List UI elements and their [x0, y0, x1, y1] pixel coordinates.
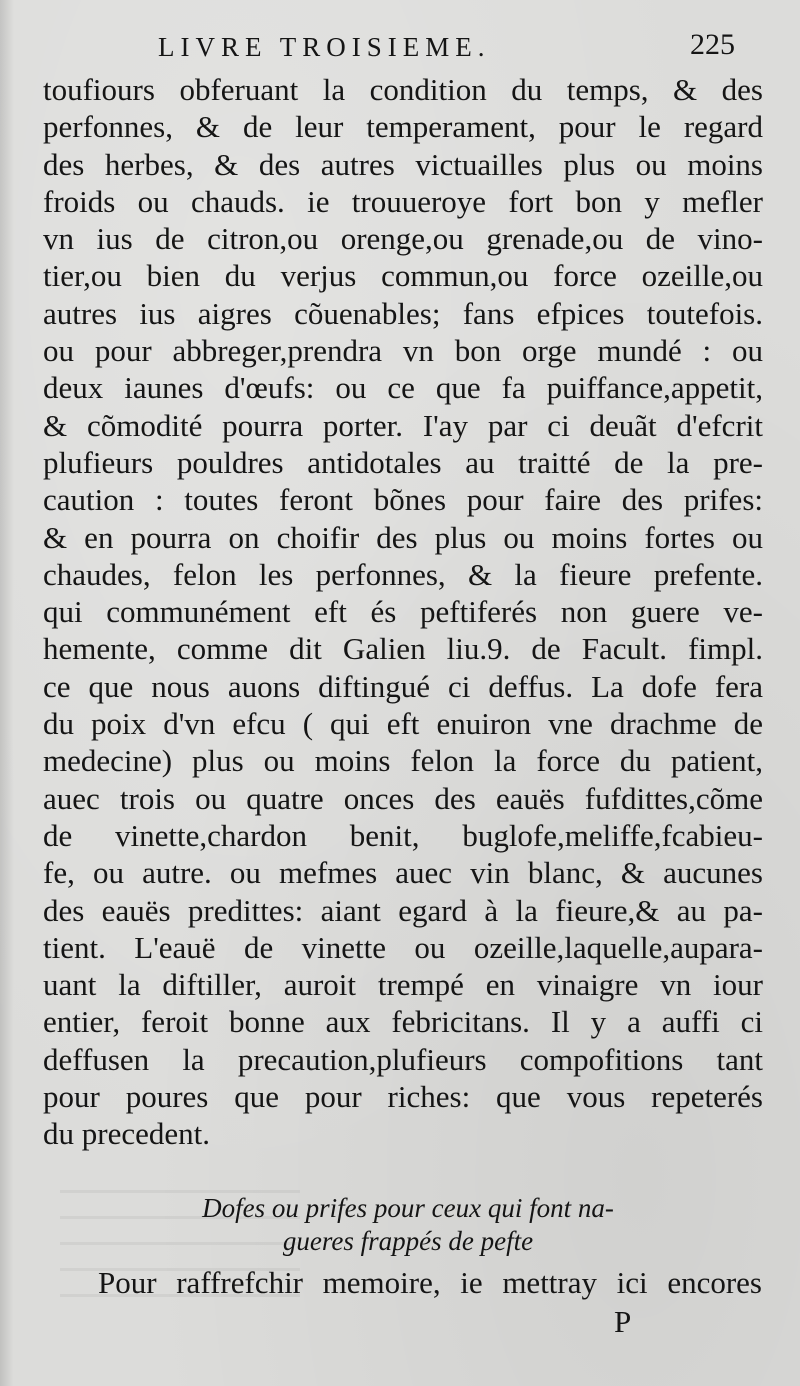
- body-text: [43, 71, 763, 1153]
- text-line: entier, feroit bonne aux febricitans. Il y a auffi ci: [43, 1004, 763, 1040]
- section-subheading: [88, 1192, 728, 1258]
- text-line: ou pour abbreger,prendra vn bon orge mundé : ou: [43, 333, 763, 369]
- text-line: & cõmodité pourra porter. I'ay par ci deuãt d'efcrit: [43, 407, 763, 443]
- text-line: hemente, comme dit Galien liu.9. de Facult. fimpl.: [43, 631, 763, 667]
- text-line: plufieurs pouldres antidotales au traitté de la pre-: [43, 444, 763, 480]
- spine-shadow: [0, 0, 14, 1386]
- text-line: tier,ou bien du verjus commun,ou force ozeille,ou: [43, 258, 763, 294]
- text-line: caution : toutes feront bõnes pour faire des prifes:: [43, 482, 763, 518]
- running-title: LIVRE TROISIEME.: [158, 32, 491, 62]
- text-line: auec trois ou quatre onces des eauës fufdittes,cõme: [43, 780, 763, 816]
- text-line: chaudes, felon les perfonnes, & la fieure prefente.: [43, 556, 763, 592]
- page-number: 225: [690, 28, 735, 61]
- text-line: uant la diftiller, auroit trempé en vinaigre vn iour: [43, 967, 763, 1003]
- final-paragraph: [98, 1264, 762, 1302]
- running-head: [0, 28, 800, 68]
- text-line: tient. L'eauë de vinette ou ozeille,laquelle,aupara-: [43, 929, 763, 965]
- text-line: pour poures que pour riches: que vous repeterés: [43, 1079, 763, 1115]
- text-line: de vinette,chardon benit, buglofe,meliffe,fcabieu-: [43, 817, 763, 853]
- text-line: du poix d'vn efcu ( qui eft enuiron vne drachme de: [43, 706, 763, 742]
- text-line: autres ius aigres cõuenables; fans efpices toutefois.: [43, 295, 763, 331]
- text-line: toufiours obferuant la condition du temps, & des: [43, 72, 763, 107]
- text-line: qui communément eft és peftiferés non guere ve-: [43, 594, 763, 630]
- subheading-line: Dofes ou prifes pour ceux qui font na-: [202, 1193, 614, 1223]
- text-line: vn ius de citron,ou orenge,ou grenade,ou de vino-: [43, 221, 763, 257]
- text-line: Pour raffrefchir memoire, ie mettray ici encores: [98, 1265, 762, 1300]
- text-line: des eauës predittes: aiant egard à la fieure,& au pa-: [43, 892, 763, 928]
- signature-mark: P: [614, 1304, 632, 1339]
- text-line: & en pourra on choifir des plus ou moins fortes ou: [43, 519, 763, 555]
- text-line: medecine) plus ou moins felon la force du patient,: [43, 743, 763, 779]
- text-line: ce que nous auons diftingué ci deffus. La dofe fera: [43, 668, 763, 704]
- text-line: deffusen la precaution,plufieurs compofitions tant: [43, 1041, 763, 1077]
- text-line: deux iaunes d'œufs: ou ce que fa puiffance,appetit,: [43, 370, 763, 406]
- subheading-line: gueres frappés de pefte: [282, 1226, 534, 1256]
- text-line: froids ou chauds. ie trouueroye fort bon y mefler: [43, 183, 763, 219]
- text-line: perfonnes, & de leur temperament, pour le regard: [43, 109, 763, 145]
- text-line: fe, ou autre. ou mefmes auec vin blanc, & aucunes: [43, 855, 763, 891]
- text-line: du precedent.: [43, 1116, 210, 1152]
- text-line: des herbes, & des autres victuailles plus ou moins: [43, 146, 763, 182]
